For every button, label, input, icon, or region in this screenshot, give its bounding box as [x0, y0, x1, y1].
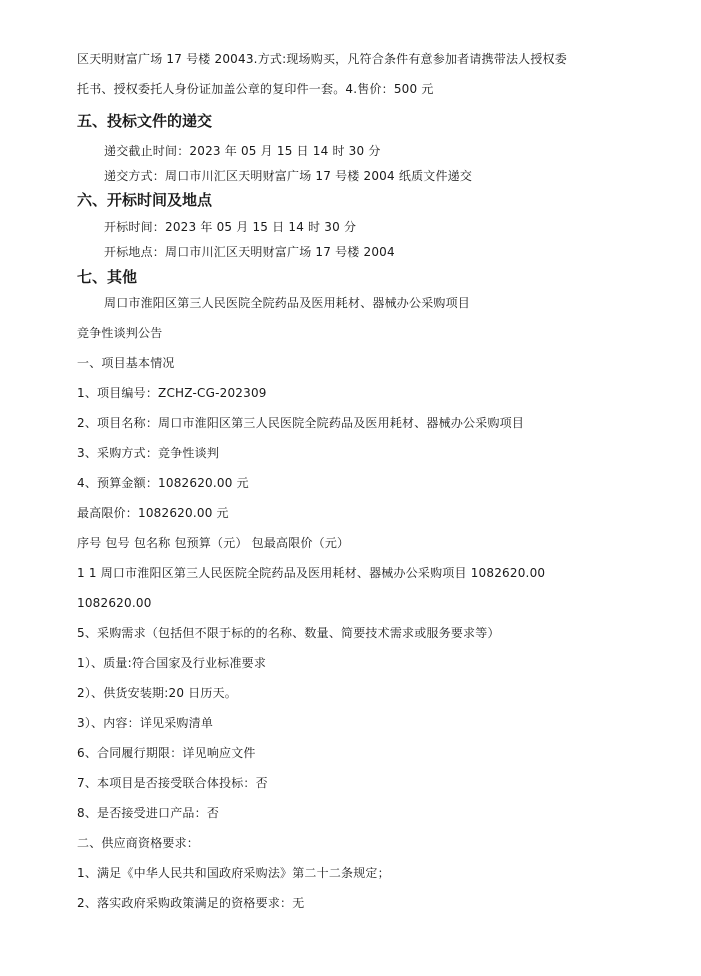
- text-line: 2、落实政府采购政策满足的资格要求：无: [77, 896, 305, 910]
- section-heading-5: 五、投标文件的递交: [77, 112, 213, 130]
- text-line: 8、是否接受进口产品：否: [77, 806, 220, 820]
- text-line: 3）、内容：详见采购清单: [77, 716, 214, 730]
- text-line: 一、项目基本情况: [77, 356, 175, 370]
- text-line: 开标时间：2023 年 05 月 15 日 14 时 30 分: [104, 220, 357, 234]
- text-line: 递交截止时间：2023 年 05 月 15 日 14 时 30 分: [104, 144, 381, 158]
- text-line: 周口市淮阳区第三人民医院全院药品及医用耗材、器械办公采购项目: [104, 296, 471, 310]
- text-line: 二、供应商资格要求：: [77, 836, 200, 850]
- text-line: 最高限价：1082620.00 元: [77, 506, 229, 520]
- text-line: 区天明财富广场 17 号楼 20043.方式:现场购买，凡符合条件有意参加者请携带法人授权委: [77, 52, 567, 66]
- text-line: 递交方式：周口市川汇区天明财富广场 17 号楼 2004 纸质文件递交: [104, 169, 473, 183]
- text-line: 5、采购需求（包括但不限于标的的名称、数量、简要技术需求或服务要求等）: [77, 626, 500, 640]
- text-line: 托书、授权委托人身份证加盖公章的复印件一套。4.售价：500 元: [77, 82, 434, 96]
- text-line: 3、采购方式：竞争性谈判: [77, 446, 220, 460]
- text-line: 1）、质量:符合国家及行业标准要求: [77, 656, 267, 670]
- section-heading-6: 六、开标时间及地点: [77, 191, 213, 209]
- text-line: 2）、供货安装期:20 日历天。: [77, 686, 237, 700]
- text-line: 7、本项目是否接受联合体投标：否: [77, 776, 268, 790]
- announcement-title: 竞争性谈判公告: [77, 326, 163, 340]
- text-line: 1、满足《中华人民共和国政府采购法》第二十二条规定；: [77, 866, 390, 880]
- text-line: 2、项目名称：周口市淮阳区第三人民医院全院药品及医用耗材、器械办公采购项目: [77, 416, 525, 430]
- text-line: 4、预算金额：1082620.00 元: [77, 476, 249, 490]
- section-heading-7: 七、其他: [77, 268, 138, 286]
- table-row-line: 1 1 周口市淮阳区第三人民医院全院药品及医用耗材、器械办公采购项目 1082620.00: [77, 566, 546, 580]
- table-header-line: 序号 包号 包名称 包预算（元） 包最高限价（元）: [77, 536, 350, 550]
- text-line: 6、合同履行期限：详见响应文件: [77, 746, 256, 760]
- text-line: 1、项目编号：ZCHZ-CG-202309: [77, 386, 267, 400]
- text-line: 开标地点：周口市川汇区天明财富广场 17 号楼 2004: [104, 245, 395, 259]
- table-row-line: 1082620.00: [77, 596, 152, 610]
